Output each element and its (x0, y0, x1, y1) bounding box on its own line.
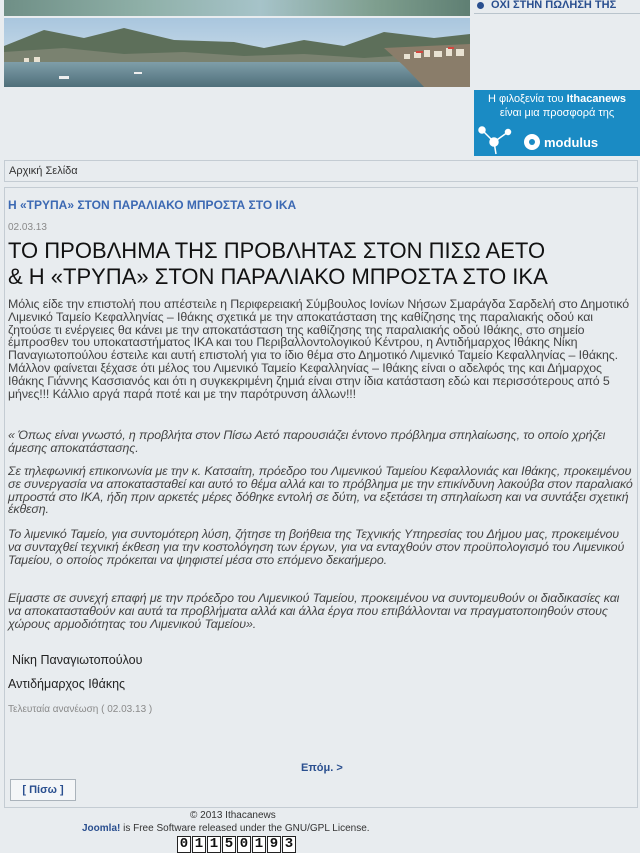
counter-digit: 0 (237, 836, 251, 853)
molecule-icon (474, 120, 524, 156)
license-text (82, 823, 370, 834)
article-date: 02.03.13 (8, 222, 47, 233)
headline-line-2: & Η «ΤΡΥΠΑ» ΣΤΟΝ ΠΑΡΑΛΙΑΚΟ ΜΠΡΟΣΤΑ ΣΤΟ ΙΚΑ (8, 264, 548, 289)
modulus-logo-icon (524, 134, 540, 150)
breadcrumb-home[interactable]: Αρχική Σελίδα (9, 165, 78, 177)
counter-digit: 1 (192, 836, 206, 853)
sponsor-brand: modulus (544, 135, 599, 150)
article-container (4, 187, 638, 808)
bullet-icon (477, 2, 484, 9)
counter-digit: 1 (252, 836, 266, 853)
counter-digit: 5 (222, 836, 236, 853)
site-header (0, 0, 640, 186)
copyright-text: © 2013 Ithacanews (190, 810, 276, 821)
article-paragraph-4: Το λιμενικό Ταμείο, για συντομότερη λύση, ζήτησε τη βοήθεια της Τεχνικής Υπηρεσίας του Δήμου μας, προκειμένου να συνταχθεί τεχνική έκθεση για την κοστολόγηση των έργων, για να ενταχθούν στον προϋπολογισμό του Λιμενικού Ταμείου, ο οποίος πρόκειται να ψηφιστεί μέσα στο επόμενο δεκαήμερο. (8, 527, 625, 567)
last-updated: Τελευταία ανανέωση ( 02.03.13 ) (8, 704, 153, 715)
signature-name: Νίκη Παναγιωτοπούλου (12, 653, 143, 667)
sponsor-line2: είναι μια προσφορά της (499, 107, 615, 119)
article-paragraph-5: Είμαστε σε συνεχή επαφή με την πρόεδρο του Λιμενικού Ταμείου, προκειμένου να συντομευθούν οι διαδικασίες και να αποκατασταθούν και αυτά τα προβλήματα αλλά και άλλα έργα που επιβάλλονται να πραγματοποιηθούν στους χώρους αρμοδιότητας του Λιμενικού Ταμείου». (8, 591, 620, 631)
license-statement: is Free Software released under the GNU/GPL License. (120, 823, 370, 834)
back-button[interactable]: [ Πίσω ] (10, 779, 76, 801)
sponsor-line1 (474, 93, 640, 105)
sponsor-banner[interactable] (474, 90, 640, 156)
signature-title: Αντιδήμαρχος Ιθάκης (8, 677, 126, 691)
next-page-link[interactable]: Επόμ. > (301, 762, 343, 774)
sponsor-line1-brand: Ithacanews (566, 93, 626, 105)
side-news-link[interactable] (474, 0, 640, 14)
breadcrumb (4, 160, 638, 182)
side-news-label: ΟΧΙ ΣΤΗΝ ΠΩΛΗΣΗ ΤΗΣ (491, 0, 617, 11)
article-paragraph-2: « Όπως είναι γνωστό, η προβλήτα στον Πίσω Αετό παρουσιάζει έντονο πρόβλημα σπηλαίωσης, το οποίο χρήζει άμεσης αποκατάστασης. (8, 428, 606, 455)
site-footer (0, 808, 640, 853)
sponsor-line1-text: Η φιλοξενία του (488, 93, 567, 105)
joomla-link[interactable]: Joomla! (82, 823, 121, 834)
visitor-counter (177, 836, 296, 853)
side-divider (474, 13, 640, 14)
banner-harbor-image (4, 18, 470, 87)
counter-digit: 3 (282, 836, 296, 853)
article-paragraph-1: Μόλις είδε την επιστολή που απέστειλε η Περιφερειακή Σύμβουλος Ιονίων Νήσων Σμαράγδα Σαρδελή στο Δημοτικό Λιμενικό Ταμείο Κεφαλληνίας – Ιθάκης σχετικά με την αποκατάσταση της καθίζησης της παραλιακής οδού και ζητούσε τι ενέργειες θα κάνει με την αποκατάσταση της καθίζησης της παραλιακής οδού Ιθάκης, στο σημείο έμπροσθεν του υποκαταστήματος ΙΚΑ και του Περιβαλλοντολογικού Κέντρου, η Αντιδήμαρχος Ιθάκης Νίκη Παναγιωτοπούλου έστειλε και αυτή επιστολή για το ίδιο θέμα στο Δημοτικό Λιμενικό Ταμείο Κεφαλληνίας – Ιθάκης. Μάλλον φαίνεται ξέχασε ότι μέλος του Λιμενικό Ταμείο Κεφαλληνίας – Ιθάκης είναι ο αδελφός της και Δήμαρχος Ιθάκης Γιάννης Κασσιανός και ότι η συγκεκριμένη ζημιά είναι στην ίδια κατάσταση εδώ και περισσότερους από 5 μήνες!!! Κάλλιο αργά παρά ποτέ και με την παρότρυνση άλλων!!! (8, 297, 630, 401)
article-title-link[interactable]: Η «ΤΡΥΠΑ» ΣΤΟΝ ΠΑΡΑΛΙΑΚΟ ΜΠΡΟΣΤΑ ΣΤΟ ΙΚΑ (8, 198, 297, 212)
counter-digit: 0 (177, 836, 191, 853)
counter-digit: 9 (267, 836, 281, 853)
banner-image-top (4, 0, 470, 16)
article-headline (8, 238, 634, 290)
article-paragraph-3: Σε τηλεφωνική επικοινωνία με την κ. Κατσαίτη, πρόεδρο του Λιμενικού Ταμείου Κεφαλλονιάς και Ιθάκης, προκειμένου σε συνεργασία να αποκατασταθεί και αυτό το θέμα αλλά και το πρόβλημα με την επικίνδυνη λακούβα στον παραλιακό μπροστά στο ΙΚΑ, ήδη πριν αρκετές μέρες δόθηκε εντολή σε δύτη, να εξετάσει τη σπηλαίωση και να συντάξει σχετική έκθεση. (8, 464, 633, 517)
headline-line-1: ΤΟ ΠΡΟΒΛΗΜΑ ΤΗΣ ΠΡΟΒΛΗΤΑΣ ΣΤΟΝ ΠΙΣΩ ΑΕΤΟ (8, 238, 546, 263)
counter-digit: 1 (207, 836, 221, 853)
